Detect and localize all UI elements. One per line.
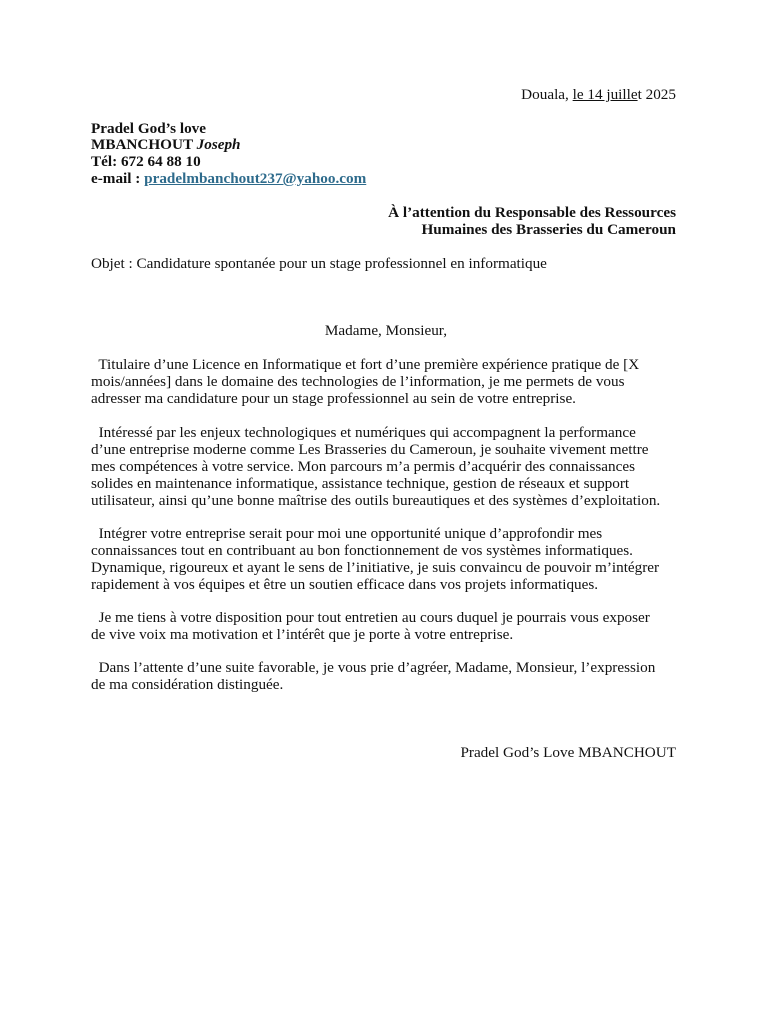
paragraph-line: Intéressé par les enjeux technologiques et numériques qui accompagnent la performance (91, 424, 636, 441)
date-prefix: Douala, (521, 86, 573, 103)
paragraph-line: de vive voix ma motivation et l’intérêt que je porte à votre entreprise. (91, 626, 514, 643)
paragraph-line: de ma considération distinguée. (91, 676, 284, 693)
paragraph-5 (91, 659, 681, 693)
paragraph-line: d’une entreprise moderne comme Les Brasseries du Cameroun, je souhaite vivement mettre (91, 441, 649, 458)
sender-name-line1: Pradel God’s love (91, 120, 207, 137)
sender-lastname: MBANCHOUT (91, 136, 197, 153)
recipient-line2: Humaines des Brasseries du Cameroun (421, 221, 676, 238)
email-link[interactable]: pradelmbanchout237@yahoo.com (144, 170, 367, 187)
paragraph-line: mes compétences à votre service. Mon parcours m’a permis d’acquérir des connaissances (91, 458, 636, 475)
paragraph-line: Dynamique, rigoureux et ayant le sens de l’initiative, je suis convaincu de pouvoir m’intégrer (91, 559, 660, 576)
paragraph-line: mois/années] dans le domaine des technologies de l’information, je me permets de vous (91, 373, 625, 390)
date-underlined: le 14 juille (572, 86, 638, 103)
paragraph-line: adresser ma candidature pour un stage professionnel au sein de votre entreprise. (91, 390, 576, 407)
letter-date (521, 86, 676, 103)
paragraph-line: Je me tiens à votre disposition pour tout entretien au cours duquel je pourrais vous exposer (91, 609, 650, 626)
email-label: e-mail : (91, 170, 145, 187)
sender-email-line (91, 170, 366, 187)
paragraph-line: connaissances tout en contribuant au bon fonctionnement de vos systèmes informatiques. (91, 542, 633, 559)
paragraph-line: solides en maintenance informatique, assistance technique, gestion de réseaux et support (91, 475, 630, 492)
recipient-line1: À l’attention du Responsable des Ressources (388, 204, 676, 221)
paragraph-line: rapidement à vos équipes et être un soutien efficace dans vos projets informatiques. (91, 576, 599, 593)
date-suffix: t 2025 (637, 86, 676, 103)
paragraph-line: Dans l’attente d’une suite favorable, je vous prie d’agréer, Madame, Monsieur, l’expression (91, 659, 656, 676)
letter-signature: Pradel God’s Love MBANCHOUT (460, 744, 676, 761)
paragraph-3 (91, 525, 681, 593)
sender-phone: Tél: 672 64 88 10 (91, 153, 201, 170)
paragraph-line: Titulaire d’une Licence en Informatique et fort d’une première expérience pratique de [X (91, 356, 640, 373)
letter-subject: Objet : Candidature spontanée pour un stage professionnel en informatique (91, 255, 547, 272)
sender-name-line2 (91, 136, 241, 153)
paragraph-line: utilisateur, ainsi qu’une bonne maîtrise des outils bureautiques et des systèmes d’exploitation. (91, 492, 661, 509)
paragraph-line: Intégrer votre entreprise serait pour moi une opportunité unique d’approfondir mes (91, 525, 603, 542)
paragraph-1 (91, 356, 681, 407)
sender-firstname: Joseph (196, 136, 241, 153)
paragraph-4 (91, 609, 681, 643)
paragraph-2 (91, 424, 681, 509)
letter-salutation: Madame, Monsieur, (324, 322, 448, 339)
